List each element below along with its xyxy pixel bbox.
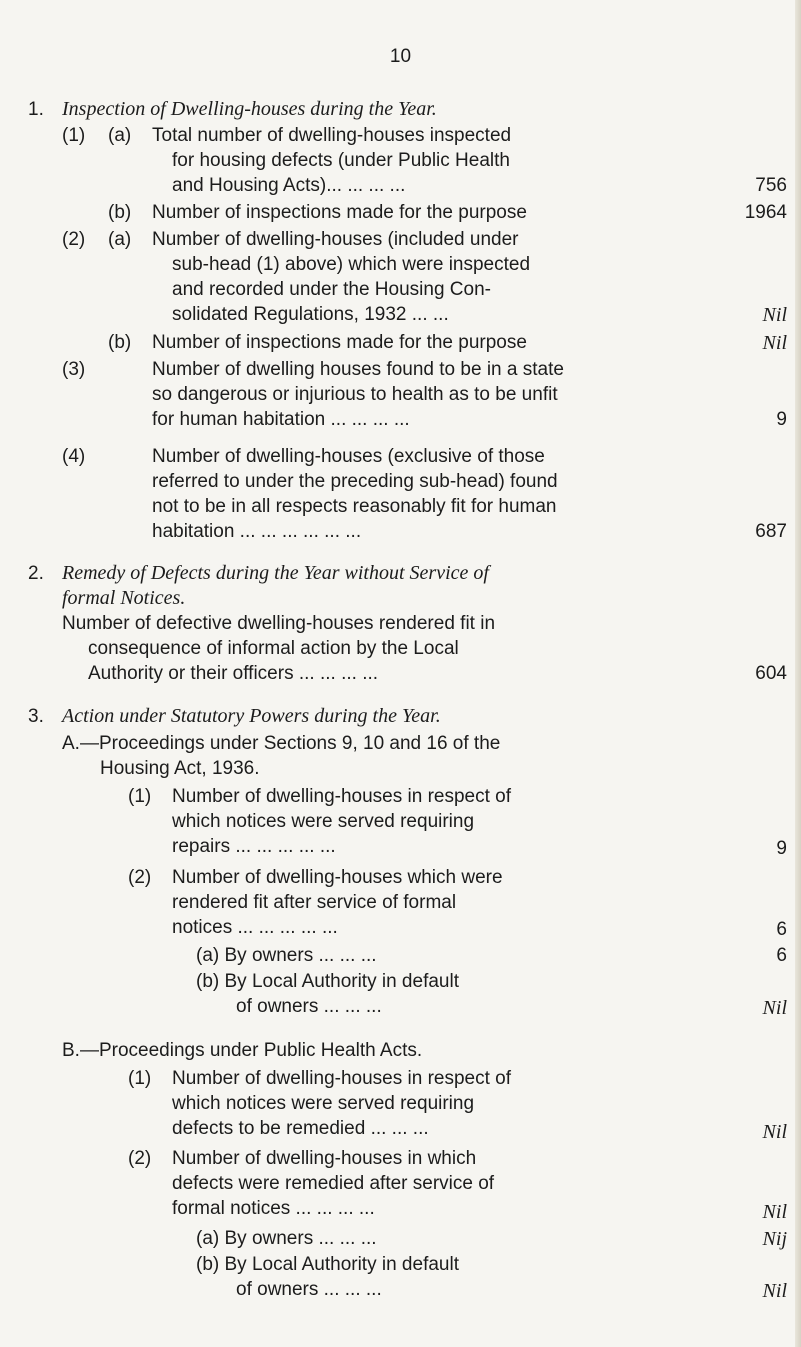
item-4-line-4: habitation ... ... ... ... ... ...: [152, 521, 362, 542]
sub-a-item-1-line-3: repairs ... ... ... ... ...: [172, 836, 336, 857]
sub-a-item-2a-value: 6: [776, 945, 787, 966]
item-1b-value: 1964: [744, 202, 787, 223]
sub-b-item-2-line-2: defects were remedied after service of: [172, 1173, 495, 1194]
item-2b-line-1: Number of inspections made for the purpose: [152, 332, 527, 353]
sub-a-item-2b-line-1: (b) By Local Authority in default: [196, 971, 459, 992]
item-4-line-3: not to be in all respects reasonably fit for human: [152, 496, 557, 517]
item-2a-value: Nil: [762, 304, 787, 326]
section-2-heading-line-1: Remedy of Defects during the Year without Service of: [62, 562, 489, 584]
sub-b-item-2b-line-1: (b) By Local Authority in default: [196, 1254, 459, 1275]
item-2b-label: (b): [108, 332, 132, 353]
sub-b-item-2-line-3: formal notices ... ... ... ...: [172, 1198, 375, 1219]
item-1a-line-3: and Housing Acts)... ... ... ...: [172, 175, 406, 196]
section-3-heading: Action under Statutory Powers during the Year.: [62, 705, 441, 727]
sub-a-line-2: Housing Act, 1936.: [100, 758, 260, 779]
item-2a-line-3: and recorded under the Housing Con-: [172, 279, 491, 300]
sub-b-item-2-value: Nil: [762, 1201, 787, 1223]
item-1a-line-1: Total number of dwelling-houses inspected: [152, 125, 512, 146]
item-2-label: (2): [62, 229, 86, 250]
item-1b-label: (b): [108, 202, 132, 223]
item-3-label: (3): [62, 359, 86, 380]
section-2-number: 2.: [28, 563, 44, 584]
sub-b-item-2b-line-2: of owners ... ... ...: [236, 1279, 382, 1300]
item-1b-line-1: Number of inspections made for the purpose: [152, 202, 527, 223]
item-2a-label: (a): [108, 229, 132, 250]
sub-b-item-2-label: (2): [128, 1148, 152, 1169]
item-1a-label: (a): [108, 125, 132, 146]
sub-a-item-2-line-2: rendered fit after service of formal: [172, 892, 457, 913]
sub-a-item-1-line-1: Number of dwelling-houses in respect of: [172, 786, 512, 807]
item-4-line-2: referred to under the preceding sub-head) found: [152, 471, 558, 492]
sub-b-item-1-line-1: Number of dwelling-houses in respect of: [172, 1068, 512, 1089]
item-4-line-1: Number of dwelling-houses (exclusive of those: [152, 446, 545, 467]
sub-a-item-2b-line-2: of owners ... ... ...: [236, 996, 382, 1017]
section-2-heading-line-2: formal Notices.: [62, 587, 186, 609]
section-3-number: 3.: [28, 706, 44, 727]
item-1-label: (1): [62, 125, 86, 146]
page-edge: [795, 0, 801, 1347]
sub-b-item-1-value: Nil: [762, 1121, 787, 1143]
section-2-value: 604: [755, 663, 787, 684]
item-3-line-3: for human habitation ... ... ... ...: [152, 409, 410, 430]
page-number: 10: [389, 46, 412, 67]
item-1a-line-2: for housing defects (under Public Health: [172, 150, 510, 171]
section-2-line-2: consequence of informal action by the Local: [88, 638, 459, 659]
item-4-label: (4): [62, 446, 86, 467]
sub-a-item-2-label: (2): [128, 867, 152, 888]
sub-b-item-2-line-1: Number of dwelling-houses in which: [172, 1148, 477, 1169]
sub-b-item-1-label: (1): [128, 1068, 152, 1089]
sub-a-item-2-line-1: Number of dwelling-houses which were: [172, 867, 503, 888]
item-3-line-1: Number of dwelling houses found to be in a state: [152, 359, 564, 380]
section-2-line-1: Number of defective dwelling-houses rendered fit in: [62, 613, 496, 634]
sub-a-item-2b-value: Nil: [762, 997, 787, 1019]
sub-a-item-1-value: 9: [776, 838, 787, 859]
sub-a-line-1: A.—Proceedings under Sections 9, 10 and 16 of the: [62, 733, 501, 754]
section-1-number: 1.: [28, 99, 44, 120]
sub-b-item-1-line-3: defects to be remedied ... ... ...: [172, 1118, 429, 1139]
sub-a-item-1-line-2: which notices were served requiring: [172, 811, 475, 832]
sub-b-item-2b-value: Nil: [762, 1280, 787, 1302]
section-2-line-3: Authority or their officers ... ... ... ...: [88, 663, 379, 684]
item-2b-value: Nil: [762, 332, 787, 354]
sub-a-item-2a: (a) By owners ... ... ...: [196, 945, 377, 966]
item-2a-line-4: solidated Regulations, 1932 ... ...: [172, 304, 449, 325]
item-3-value: 9: [776, 409, 787, 430]
item-2a-line-2: sub-head (1) above) which were inspected: [172, 254, 531, 275]
section-1-heading: Inspection of Dwelling-houses during the Year.: [62, 98, 437, 120]
item-3-line-2: so dangerous or injurious to health as to be unfit: [152, 384, 558, 405]
sub-b-item-1-line-2: which notices were served requiring: [172, 1093, 475, 1114]
sub-b-item-2a: (a) By owners ... ... ...: [196, 1228, 377, 1249]
sub-a-item-2-value: 6: [776, 919, 787, 940]
sub-a-item-1-label: (1): [128, 786, 152, 807]
sub-a-item-2-line-3: notices ... ... ... ... ...: [172, 917, 338, 938]
item-2a-line-1: Number of dwelling-houses (included under: [152, 229, 519, 250]
item-4-value: 687: [755, 521, 787, 542]
sub-b-item-2a-value: Nij: [762, 1228, 787, 1250]
sub-b-heading: B.—Proceedings under Public Health Acts.: [62, 1040, 423, 1061]
item-1a-value: 756: [755, 175, 787, 196]
